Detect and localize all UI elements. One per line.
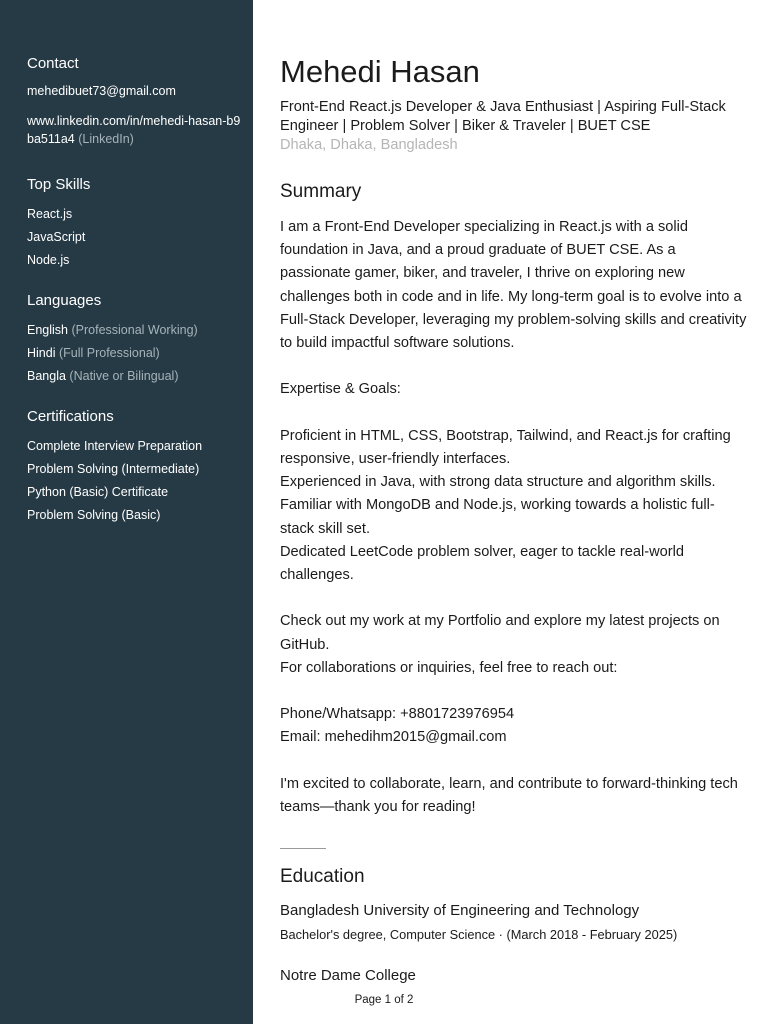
summary-spacer xyxy=(280,750,748,773)
language-name: Hindi xyxy=(27,346,56,360)
page-footer: Page 1 of 2 xyxy=(354,994,414,1006)
summary-body xyxy=(280,216,748,819)
language-level: (Professional Working) xyxy=(71,323,198,337)
summary-paragraph: Email: mehedihm2015@gmail.com xyxy=(280,729,507,746)
language-level: (Native or Bilingual) xyxy=(69,369,179,383)
summary-heading: Summary xyxy=(280,181,362,202)
summary-paragraph: Experienced in Java, with strong data structure and algorithm skills. xyxy=(280,474,716,491)
certifications-section xyxy=(27,408,242,527)
contact-section xyxy=(27,55,242,156)
certification-item: Problem Solving (Basic) xyxy=(27,508,161,522)
certification-item: Problem Solving (Intermediate) xyxy=(27,462,200,476)
summary-paragraph: Proficient in HTML, CSS, Bootstrap, Tailwind, and React.js for crafting responsive, user-friendly interfaces. xyxy=(280,427,731,467)
linkedin-link[interactable] xyxy=(27,112,242,148)
profile-location: Dhaka, Dhaka, Bangladesh xyxy=(280,137,458,153)
certification-item: Python (Basic) Certificate xyxy=(27,485,169,499)
summary-paragraph: Familiar with MongoDB and Node.js, working towards a holistic full-stack skill set. xyxy=(280,497,715,537)
language-item xyxy=(27,342,242,365)
profile-headline: Front-End React.js Developer & Java Enthusiast | Aspiring Full-Stack Engineer | Problem Solver | Biker & Traveler | BUET CSE xyxy=(280,99,726,134)
summary-paragraph: I'm excited to collaborate, learn, and contribute to forward-thinking tech teams—thank you for reading! xyxy=(280,775,738,815)
summary-paragraph: I am a Front-End Developer specializing in React.js with a solid foundation in Java, and a proud graduate of BUET CSE. As a passionate gamer, biker, and traveler, I thrive on exploring new challenges both in code and in life. My long-term goal is to evolve into a Full-Stack Developer, leveraging my problem-solving skills and creativity to build impactful software solutions. xyxy=(280,219,747,352)
summary-spacer xyxy=(280,402,748,425)
skill-item: Node.js xyxy=(27,253,70,267)
education-degree: Bachelor's degree, Computer Science · (March 2018 - February 2025) xyxy=(280,927,678,942)
summary-spacer xyxy=(280,587,748,610)
summary-spacer xyxy=(280,355,748,378)
contact-email-link[interactable]: mehedibuet73@gmail.com xyxy=(27,84,176,98)
section-divider xyxy=(280,848,326,849)
skill-item: React.js xyxy=(27,207,73,221)
summary-paragraph: Dedicated LeetCode problem solver, eager to tackle real-world challenges. xyxy=(280,543,684,584)
summary-paragraph: Check out my work at my Portfolio and explore my latest projects on GitHub. xyxy=(280,613,720,653)
linkedin-label: (LinkedIn) xyxy=(78,132,134,146)
language-name: English xyxy=(27,323,68,337)
languages-heading: Languages xyxy=(27,292,102,309)
education-heading: Education xyxy=(280,866,365,887)
language-item xyxy=(27,319,242,342)
summary-paragraph: Phone/Whatsapp: +8801723976954 xyxy=(280,706,515,723)
skill-item: JavaScript xyxy=(27,230,86,244)
skills-section xyxy=(27,176,242,272)
sidebar xyxy=(0,0,253,1024)
summary-spacer xyxy=(280,680,748,703)
language-level: (Full Professional) xyxy=(58,346,160,360)
certification-item: Complete Interview Preparation xyxy=(27,439,203,453)
languages-section xyxy=(27,292,242,388)
certifications-heading: Certifications xyxy=(27,408,114,425)
summary-paragraph: Expertise & Goals: xyxy=(280,381,401,398)
profile-name: Mehedi Hasan xyxy=(280,54,480,89)
language-name: Bangla xyxy=(27,369,66,383)
education-school: Bangladesh University of Engineering and Technology xyxy=(280,902,640,919)
language-item xyxy=(27,365,242,388)
linkedin-url[interactable]: www.linkedin.com/in/mehedi-hasan-b9ba511a4 xyxy=(27,114,241,146)
contact-heading: Contact xyxy=(27,55,79,72)
education-school: Notre Dame College xyxy=(280,967,416,984)
skills-heading: Top Skills xyxy=(27,176,91,193)
summary-paragraph: For collaborations or inquiries, feel free to reach out: xyxy=(280,659,618,676)
